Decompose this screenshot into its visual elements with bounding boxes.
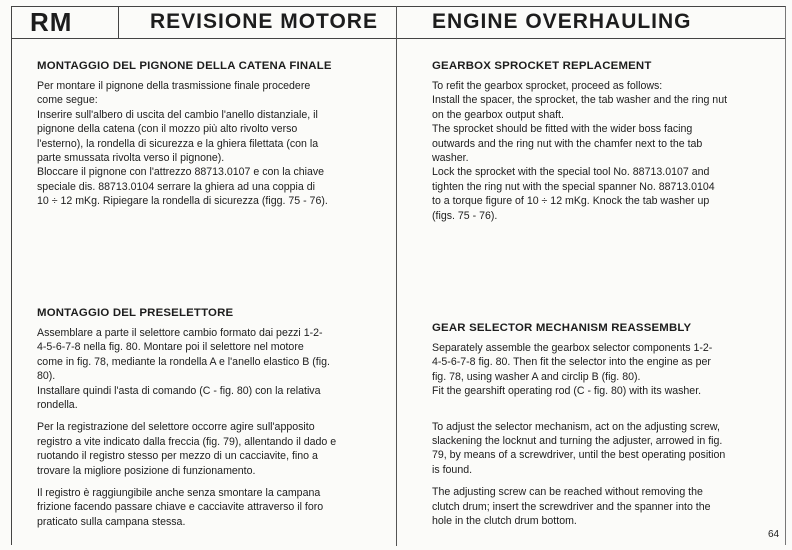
paragraph: Per la registrazione del selettore occorre agire sull'apposito registro a vite indicato dalla freccia (fig. 79), allentando il dado e ruotando il registro stesso per mezzo di un cacciavite, fino a trovare la migliore posizione di funzionamento.: [37, 421, 337, 477]
section-heading: MONTAGGIO DEL PRESELETTORE: [37, 307, 234, 319]
column-divider: [396, 6, 397, 546]
left-section-sprocket: [37, 60, 387, 209]
header-rule: [11, 38, 785, 39]
paragraph: Separately assemble the gearbox selector components 1-2- 4-5-6-7-8 fig. 80. Then fit the selector into the engine as per fig. 78, using washer A and circlip B (fig. 80). Fit the gearshift operating rod (C - fig. 80) with its washer.: [432, 342, 713, 398]
page-title-italian: REVISIONE MOTORE: [150, 10, 378, 33]
paragraph: Bloccare il pignone con l'attrezzo 88713.0107 e con la chiave speciale dis. 88713.0104 serrare la ghiera ad una coppia di 10 ÷ 12 mKg. Ripiegare la rondella di sicurezza (figg. 75 - 76).: [37, 166, 328, 208]
paragraph: The adjusting screw can be reached without removing the clutch drum; insert the screwdriver and the spanner into the hole in the clutch drum bottom.: [432, 486, 711, 528]
paragraph: Install the spacer, the sprocket, the tab washer and the ring nut on the gearbox output shaft.: [432, 94, 728, 121]
section-heading: MONTAGGIO DEL PIGNONE DELLA CATENA FINALE: [37, 60, 332, 72]
paragraph: To adjust the selector mechanism, act on the adjusting screw, slackening the locknut and turning the adjuster, arrowed in fig. 79, by means of a screwdriver, until the best operating position is found.: [432, 420, 726, 476]
page-number: 64: [768, 529, 780, 540]
page-title-english: ENGINE OVERHAULING: [432, 10, 692, 33]
paragraph: Assemblare a parte il selettore cambio formato dai pezzi 1-2- 4-5-6-7-8 nella fig. 80. Montare poi il selettore nel motore come in fig. 78, mediante la rondella A e l'anello elastico B (fig. 80).: [37, 327, 330, 383]
right-section-sprocket: [432, 60, 777, 223]
paragraph: Inserire sull'albero di uscita del cambio l'anello distanziale, il pignone della catena (con il mozzo più alto rivolto verso l'esterno), la rondella di sicurezza e la ghiera filettata (con la parte smussata rivolta verso il pignone).: [37, 108, 319, 165]
header-code-divider: [118, 6, 119, 38]
left-section-preselector: [37, 307, 387, 529]
paragraph: Per montare il pignone della trasmissione finale procedere come segue:: [37, 80, 311, 107]
paragraph: The sprocket should be fitted with the wider boss facing outwards and the ring nut with the chamfer next to the tab washer.: [432, 123, 703, 165]
section-heading: GEARBOX SPROCKET REPLACEMENT: [432, 60, 652, 72]
paragraph: Installare quindi l'asta di comando (C - fig. 80) con la relativa rondella.: [37, 384, 321, 412]
section-code: RM: [30, 7, 73, 37]
right-section-selector: [432, 322, 777, 528]
paragraph: Il registro è raggiungibile anche senza smontare la campana frizione facendo passare chiave e cacciavite attraverso il foro praticato sulla campana stessa.: [37, 487, 324, 528]
paragraph: To refit the gearbox sprocket, proceed as follows:: [432, 80, 663, 92]
paragraph: Lock the sprocket with the special tool No. 88713.0107 and tighten the ring nut with the special spanner No. 88713.0104 to a torque figure of 10 ÷ 12 mKg. Knock the tab washer up (figs. 75 - 76).: [432, 166, 715, 222]
section-heading: GEAR SELECTOR MECHANISM REASSEMBLY: [432, 322, 692, 334]
